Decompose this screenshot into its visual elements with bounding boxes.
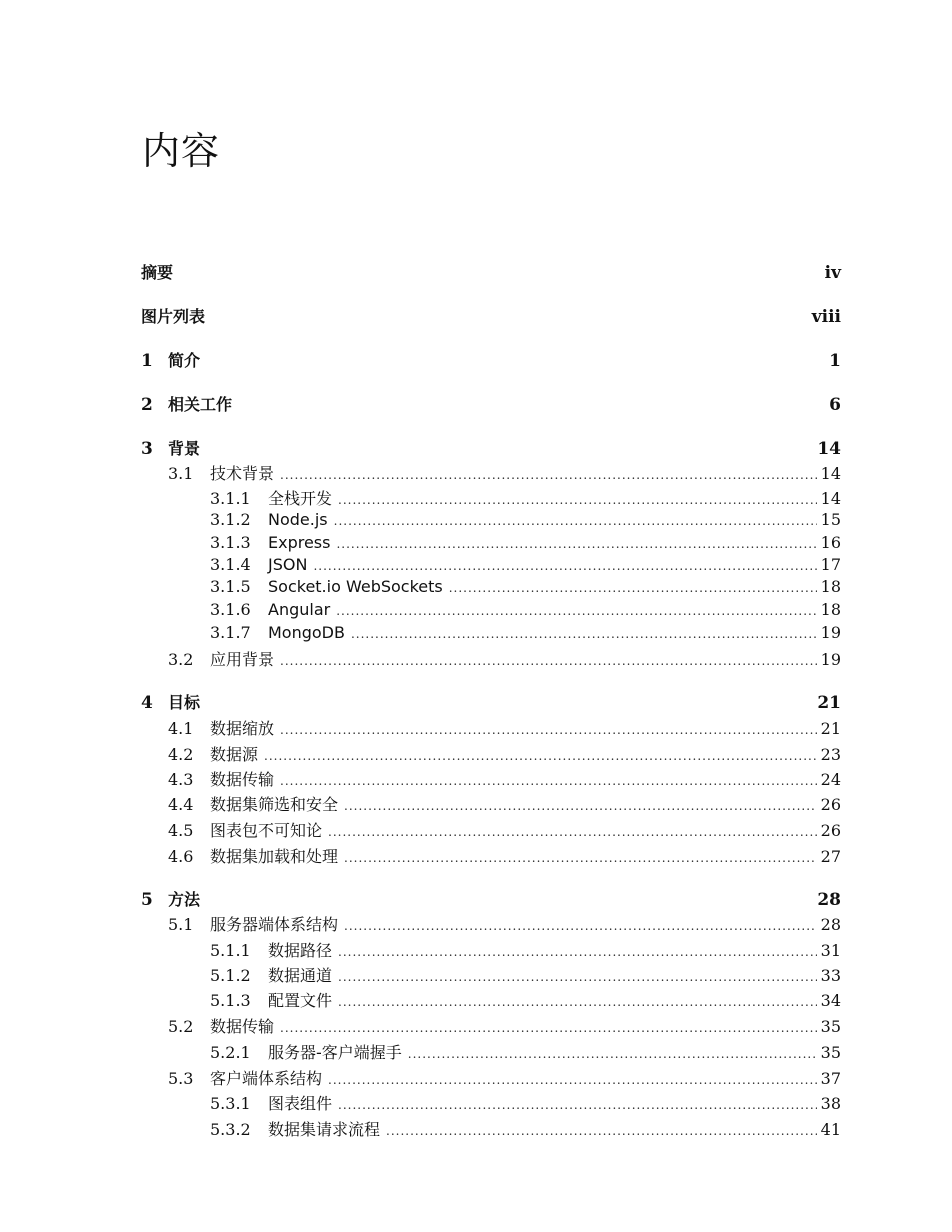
toc-entry-page: 1 — [829, 351, 841, 371]
toc-subsection-3-1-3[interactable] — [210, 533, 841, 552]
toc-entry-page: 17 — [820, 555, 841, 574]
toc-section-3-2[interactable] — [168, 647, 841, 670]
toc-entry-number: 5.3.1 — [210, 1094, 251, 1113]
toc-chapter-2[interactable] — [141, 392, 841, 415]
toc-subsection-5-1-2[interactable] — [210, 963, 841, 986]
toc-entry-page: 34 — [820, 991, 841, 1010]
toc-entry-title: Express — [268, 533, 331, 552]
toc-entry-title: 客户端体系结构 — [210, 1069, 323, 1088]
toc-entry-number: 4.1 — [168, 719, 194, 738]
toc-entry-title: 数据集筛选和安全 — [210, 795, 339, 814]
toc-entry-page: 14 — [820, 464, 841, 483]
dot-leader — [280, 723, 817, 737]
toc-entry-title: 配置文件 — [268, 991, 333, 1010]
dot-leader — [336, 604, 816, 618]
toc-entry-title: Angular — [268, 600, 331, 619]
toc-section-4-4[interactable] — [168, 792, 841, 815]
toc-entry-title: 简介 — [168, 351, 201, 370]
toc-entry-page: 28 — [820, 915, 841, 934]
toc-entry-number: 4.2 — [168, 745, 194, 764]
dot-leader — [280, 1021, 817, 1035]
toc-entry-page: 38 — [820, 1094, 841, 1113]
toc-section-4-6[interactable] — [168, 844, 841, 867]
toc-entry-page: 14 — [817, 439, 841, 459]
toc-entry-number: 5.1.1 — [210, 941, 251, 960]
toc-subsection-3-1-1[interactable] — [210, 486, 841, 509]
dot-leader — [328, 1073, 817, 1087]
toc-entry-number: 5.1.2 — [210, 966, 251, 985]
dot-leader — [408, 1047, 817, 1061]
toc-entry-title: MongoDB — [268, 623, 345, 642]
toc-entry-title: 数据路径 — [268, 941, 333, 960]
toc-entry-page: 24 — [820, 770, 841, 789]
toc-entry-page: 18 — [820, 600, 841, 619]
toc-entry-number: 3.1.4 — [210, 555, 251, 574]
toc-entry-title: 图表组件 — [268, 1094, 333, 1113]
toc-entry-number: 5.3 — [168, 1069, 194, 1088]
dot-leader — [338, 945, 817, 959]
toc-entry-page: 21 — [817, 693, 841, 713]
toc-entry-title: 服务器端体系结构 — [210, 915, 339, 934]
toc-entry-number: 2 — [141, 395, 153, 415]
dot-leader — [338, 995, 817, 1009]
toc-entry-number: 4.4 — [168, 795, 194, 814]
toc-subsection-3-1-5[interactable] — [210, 577, 841, 596]
toc-subsection-3-1-4[interactable] — [210, 555, 841, 574]
toc-entry-number: 5.1.3 — [210, 991, 251, 1010]
toc-entry-page: 6 — [829, 395, 841, 415]
toc-entry-title: 数据传输 — [210, 1017, 275, 1036]
toc-entry-number: 4 — [141, 693, 153, 713]
dot-leader — [280, 468, 817, 482]
dot-leader — [280, 654, 817, 668]
toc-entry-number: 3.1.2 — [210, 510, 251, 529]
toc-entry-title: 服务器-客户端握手 — [268, 1043, 402, 1062]
toc-entry-title: 背景 — [168, 439, 201, 458]
toc-entry-page: 18 — [820, 577, 841, 596]
toc-entry-page: 37 — [820, 1069, 841, 1088]
toc-entry-number: 3.1.5 — [210, 577, 251, 596]
toc-entry-page: 16 — [820, 533, 841, 552]
toc-chapter-5[interactable] — [141, 887, 841, 910]
page-title: 内容 — [142, 129, 221, 173]
toc-entry-title: 数据源 — [210, 745, 259, 764]
toc-section-4-3[interactable] — [168, 767, 841, 790]
toc-subsection-3-1-6[interactable] — [210, 600, 841, 619]
toc-entry-title: 全栈开发 — [268, 489, 333, 508]
toc-entry-page: 15 — [820, 510, 841, 529]
toc-entry-number: 3.1.6 — [210, 600, 251, 619]
toc-entry-title: 数据集加载和处理 — [210, 847, 339, 866]
toc-entry-title: 数据传输 — [210, 770, 275, 789]
toc-section-5-2[interactable] — [168, 1014, 841, 1037]
toc-entry-number: 1 — [141, 351, 153, 371]
toc-entry-number: 3.2 — [168, 650, 194, 669]
toc-entry-number: 3.1.3 — [210, 533, 251, 552]
toc-entry-title: 方法 — [168, 890, 201, 909]
toc-entry-title: 数据通道 — [268, 966, 333, 985]
toc-entry-title: 图片列表 — [141, 307, 206, 326]
toc-entry-title: 目标 — [168, 693, 201, 712]
toc-entry-number: 3.1.7 — [210, 623, 251, 642]
dot-leader — [334, 514, 817, 528]
dot-leader — [449, 581, 817, 595]
toc-entry-page: 35 — [820, 1043, 841, 1062]
toc-entry-abstract[interactable] — [141, 260, 841, 283]
dot-leader — [313, 559, 816, 573]
toc-entry-title: Socket.io WebSockets — [268, 577, 443, 596]
toc-entry-page: 26 — [820, 821, 841, 840]
dot-leader — [351, 627, 817, 641]
toc-entry-page: 14 — [820, 489, 841, 508]
toc-section-4-1[interactable] — [168, 716, 841, 739]
toc-entry-title: 技术背景 — [210, 464, 275, 483]
toc-entry-page: 33 — [820, 966, 841, 985]
toc-entry-page: 21 — [820, 719, 841, 738]
toc-entry-list-of-figures[interactable] — [141, 304, 841, 327]
toc-entry-page: iv — [824, 263, 841, 283]
toc-entry-page: 35 — [820, 1017, 841, 1036]
toc-subsection-5-1-1[interactable] — [210, 938, 841, 961]
toc-entry-page: viii — [811, 307, 841, 327]
toc-section-4-2[interactable] — [168, 742, 841, 765]
toc-entry-title: 相关工作 — [168, 395, 233, 414]
toc-entry-page: 23 — [820, 745, 841, 764]
toc-entry-page: 26 — [820, 795, 841, 814]
toc-chapter-4[interactable] — [141, 690, 841, 713]
toc-entry-page: 31 — [820, 941, 841, 960]
toc-section-4-5[interactable] — [168, 818, 841, 841]
toc-entry-title: 数据缩放 — [210, 719, 275, 738]
toc-entry-page: 28 — [817, 890, 841, 910]
toc-entry-title: 数据集请求流程 — [268, 1120, 381, 1139]
toc-section-3-1[interactable] — [168, 461, 841, 484]
toc-entry-title: 摘要 — [141, 263, 174, 282]
toc-entry-number: 3 — [141, 439, 153, 459]
toc-subsection-5-2-1[interactable] — [210, 1040, 841, 1063]
dot-leader — [386, 1124, 817, 1138]
toc-entry-page: 41 — [820, 1120, 841, 1139]
dot-leader — [344, 919, 817, 933]
toc-entry-number: 5.2 — [168, 1017, 194, 1036]
toc-entry-number: 5.1 — [168, 915, 194, 934]
toc-entry-title: 应用背景 — [210, 650, 275, 669]
toc-entry-title: 图表包不可知论 — [210, 821, 323, 840]
toc-entry-number: 4.5 — [168, 821, 194, 840]
toc-entry-page: 27 — [820, 847, 841, 866]
toc-entry-page: 19 — [820, 650, 841, 669]
dot-leader — [344, 851, 817, 865]
toc-entry-number: 3.1.1 — [210, 489, 251, 508]
dot-leader — [344, 799, 817, 813]
toc-entry-page: 19 — [820, 623, 841, 642]
toc-entry-title: JSON — [268, 555, 308, 574]
dot-leader — [338, 493, 817, 507]
toc-entry-number: 5.2.1 — [210, 1043, 251, 1062]
toc-subsection-3-1-7[interactable] — [210, 623, 841, 642]
toc-entry-number: 4.6 — [168, 847, 194, 866]
toc-entry-number: 5.3.2 — [210, 1120, 251, 1139]
toc-entry-number: 5 — [141, 890, 153, 910]
toc-chapter-3[interactable] — [141, 436, 841, 459]
toc-chapter-1[interactable] — [141, 348, 841, 371]
dot-leader — [328, 825, 817, 839]
toc-subsection-5-1-3[interactable] — [210, 988, 841, 1011]
toc-subsection-3-1-2[interactable] — [210, 510, 841, 529]
dot-leader — [280, 774, 817, 788]
toc-entry-number: 3.1 — [168, 464, 194, 483]
toc-section-5-1[interactable] — [168, 912, 841, 935]
toc-section-5-3[interactable] — [168, 1066, 841, 1089]
toc-entry-title: Node.js — [268, 510, 328, 529]
dot-leader — [336, 537, 816, 551]
dot-leader — [264, 749, 817, 763]
dot-leader — [338, 970, 817, 984]
toc-entry-number: 4.3 — [168, 770, 194, 789]
toc-subsection-5-3-1[interactable] — [210, 1091, 841, 1114]
toc-subsection-5-3-2[interactable] — [210, 1117, 841, 1140]
dot-leader — [338, 1098, 817, 1112]
